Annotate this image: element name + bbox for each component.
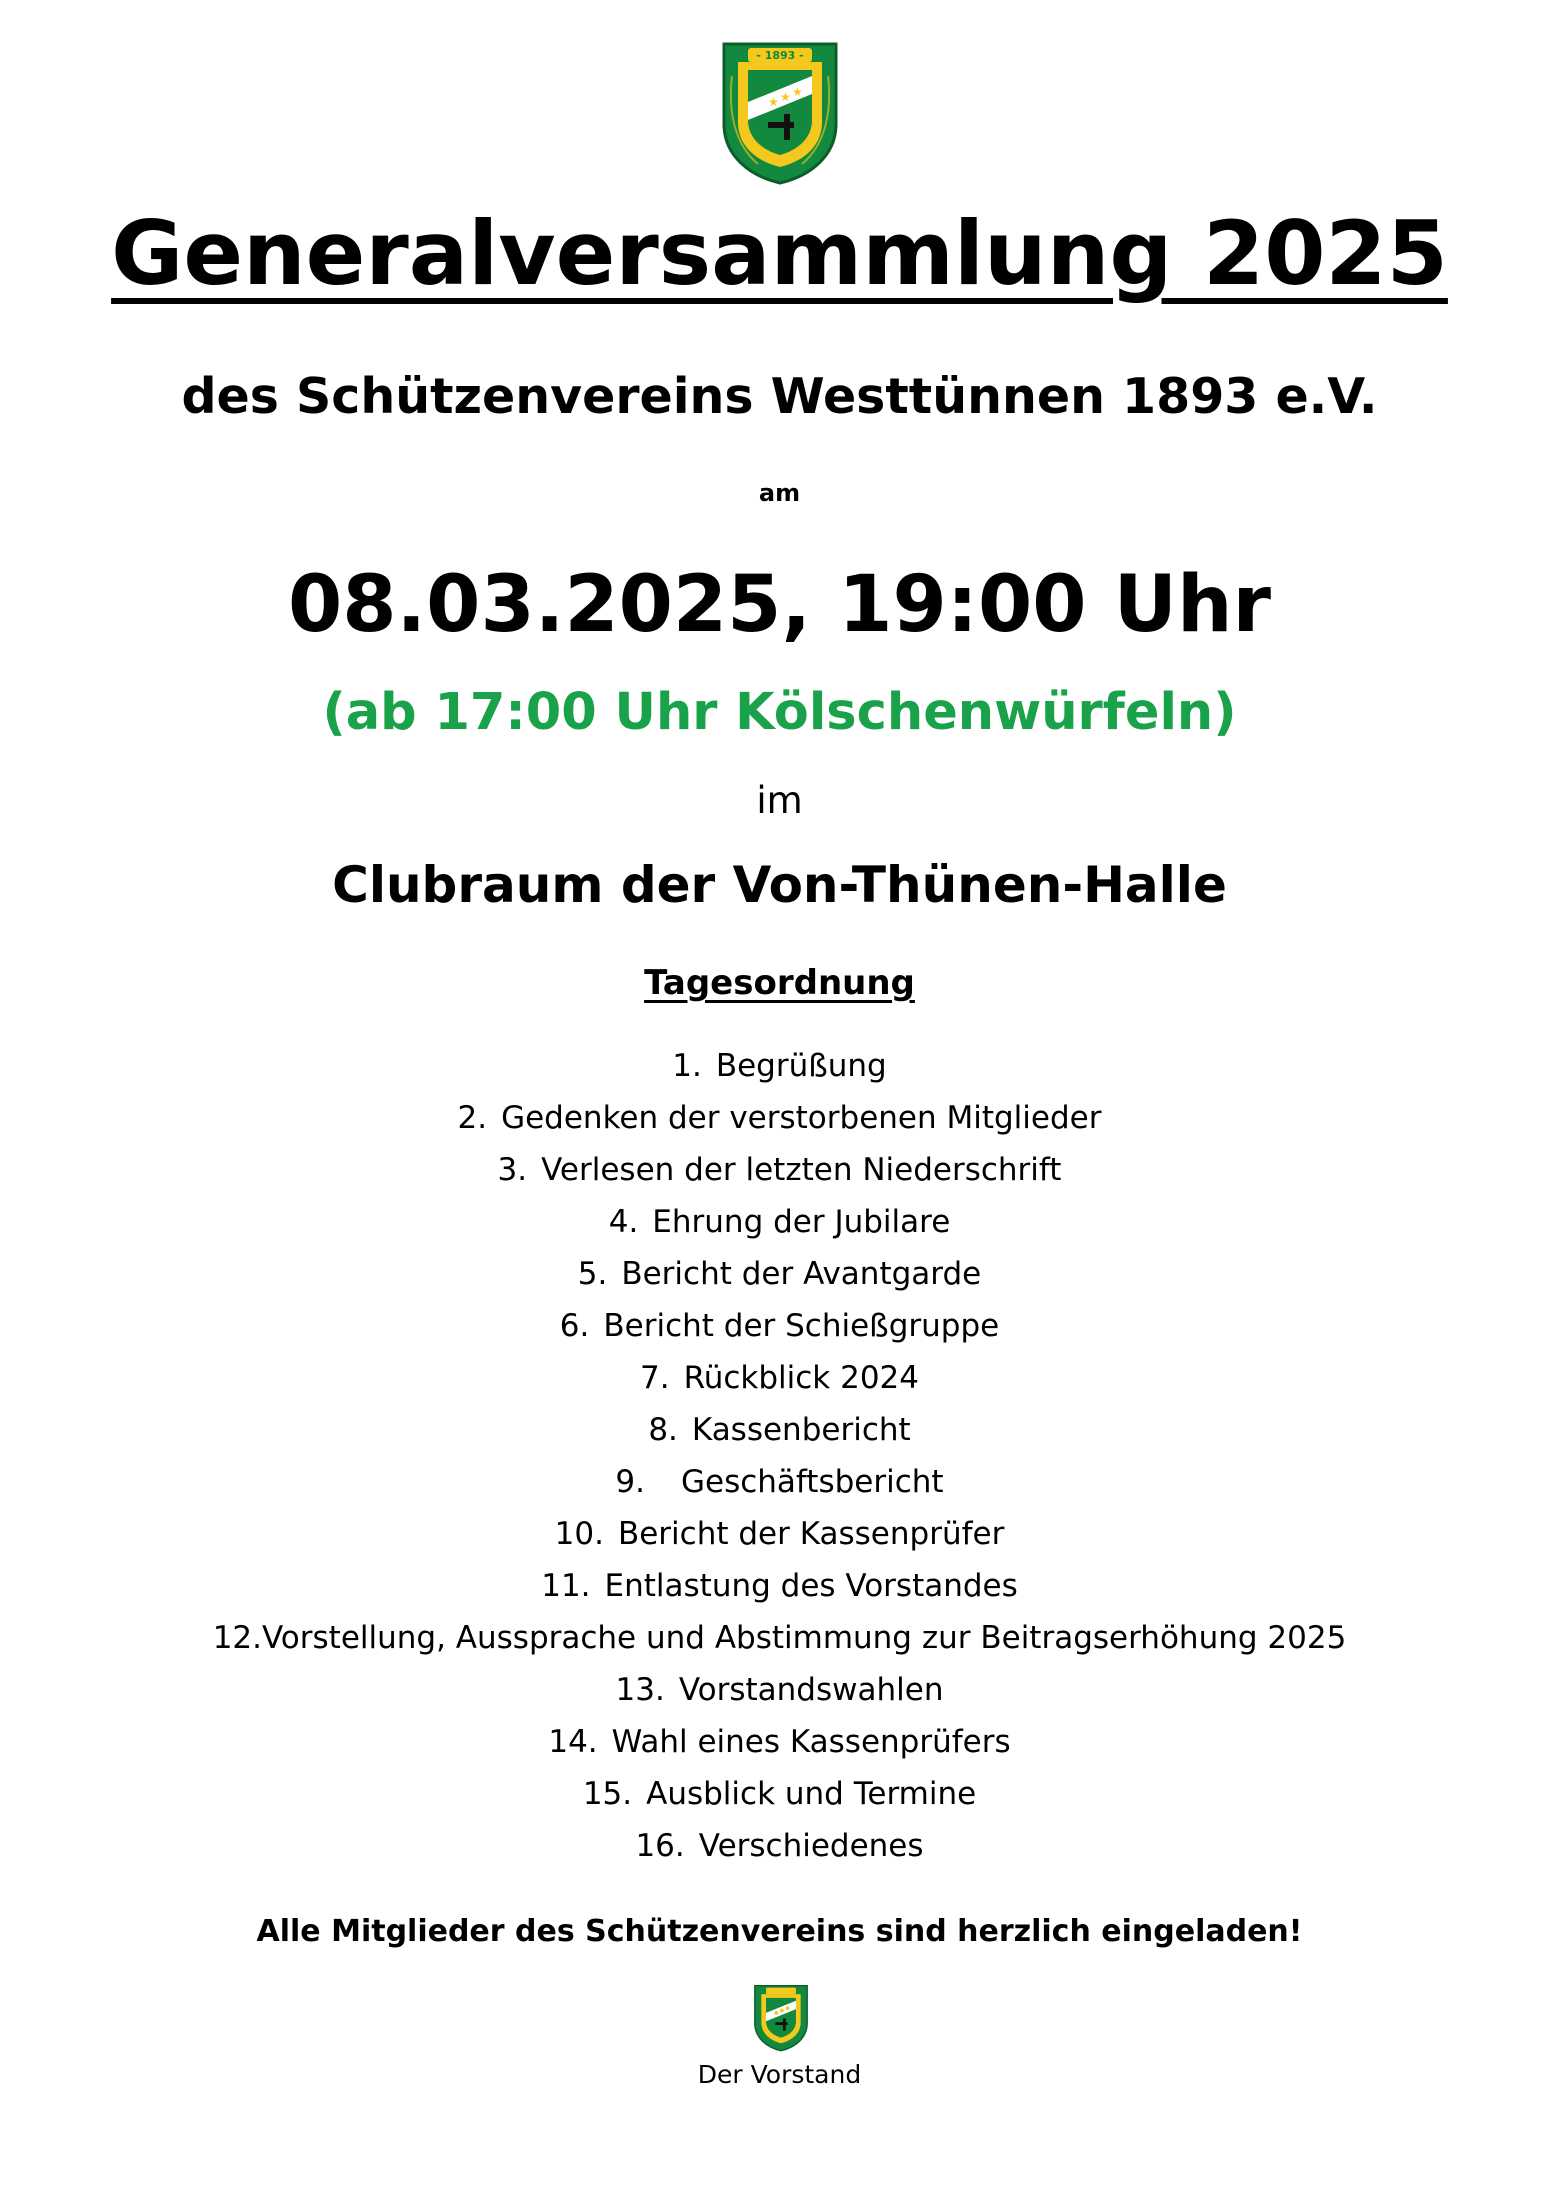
agenda-item-number: 1. xyxy=(672,1048,702,1084)
agenda-item-number: 2. xyxy=(457,1100,488,1136)
agenda-item-number: 7. xyxy=(639,1360,670,1396)
agenda-item-number: 5. xyxy=(577,1256,608,1292)
agenda-item-label: Vorstandswahlen xyxy=(678,1672,944,1708)
agenda-item xyxy=(0,1716,1559,1768)
agenda-item-label: Wahl eines Kassenprüfers xyxy=(611,1724,1011,1760)
agenda-item-number: 13. xyxy=(615,1672,665,1708)
agenda-heading: Tagesordnung xyxy=(644,963,915,1003)
club-name-subtitle: des Schützenvereins Westtünnen 1893 e.V. xyxy=(181,368,1378,425)
invitation-text: Alle Mitglieder des Schützenvereins sind herzlich eingeladen! xyxy=(256,1914,1303,1949)
agenda-item-label: Bericht der Schießgruppe xyxy=(603,1308,1000,1344)
agenda-item xyxy=(0,1352,1559,1404)
agenda-list xyxy=(0,1040,1559,1872)
agenda-item xyxy=(0,1508,1559,1560)
agenda-item-label: Entlastung des Vorstandes xyxy=(604,1568,1018,1604)
agenda-item-number: 4. xyxy=(608,1204,639,1240)
event-datetime: 08.03.2025, 19:00 Uhr xyxy=(288,560,1271,650)
svg-text:★: ★ xyxy=(792,85,803,99)
agenda-item-number: 9. xyxy=(615,1464,645,1500)
agenda-item xyxy=(0,1456,1559,1508)
agenda-item-label: Verschiedenes xyxy=(698,1828,924,1864)
agenda-item-number: 8. xyxy=(648,1412,678,1448)
agenda-item xyxy=(0,1612,1559,1664)
agenda-item-number: 10. xyxy=(554,1516,604,1552)
agenda-item xyxy=(0,1820,1559,1872)
agenda-item xyxy=(0,1196,1559,1248)
agenda-item-label: Ausblick und Termine xyxy=(646,1776,977,1812)
signature: Der Vorstand xyxy=(697,2060,862,2089)
agenda-item xyxy=(0,1300,1559,1352)
agenda-item xyxy=(0,1040,1559,1092)
agenda-item xyxy=(0,1768,1559,1820)
agenda-item-label: Geschäftsbericht xyxy=(681,1464,944,1500)
agenda-item xyxy=(0,1144,1559,1196)
club-crest-logo xyxy=(718,40,842,186)
agenda-item xyxy=(0,1560,1559,1612)
agenda-item-label: Rückblick 2024 xyxy=(683,1360,919,1396)
event-venue: Clubraum der Von-Thünen-Halle xyxy=(332,856,1227,914)
agenda-item-label: Kassenbericht xyxy=(691,1412,911,1448)
agenda-item-number: 15. xyxy=(582,1776,633,1812)
agenda-item xyxy=(0,1404,1559,1456)
svg-text:- 1893 -: - 1893 - xyxy=(756,49,804,62)
agenda-item-label: Begrüßung xyxy=(715,1048,887,1084)
page-title: Generalversammlung 2025 xyxy=(111,202,1448,305)
agenda-item-label: Verlesen der letzten Niederschrift xyxy=(541,1152,1062,1188)
agenda-item-number: 14. xyxy=(548,1724,598,1760)
agenda-item xyxy=(0,1664,1559,1716)
agenda-item-number: 16. xyxy=(635,1828,685,1864)
agenda-item-number: 6. xyxy=(559,1308,590,1344)
agenda-item xyxy=(0,1092,1559,1144)
im-connector: im xyxy=(756,779,803,822)
agenda-item-number: 3. xyxy=(497,1152,528,1188)
agenda-item-label: Bericht der Avantgarde xyxy=(621,1256,982,1292)
agenda-item-label: Vorstellung, Aussprache und Abstimmung zur Beitragserhöhung 2025 xyxy=(262,1620,1347,1656)
agenda-item-label: Bericht der Kassenprüfer xyxy=(617,1516,1005,1552)
agenda-item-label: Ehrung der Jubilare xyxy=(652,1204,951,1240)
svg-text:★: ★ xyxy=(780,90,791,104)
am-connector: am xyxy=(758,479,801,507)
club-crest-logo-small xyxy=(752,1983,810,2053)
agenda-item xyxy=(0,1248,1559,1300)
agenda-item-number: 11. xyxy=(541,1568,591,1604)
agenda-item-label: Gedenken der verstorbenen Mitglieder xyxy=(501,1100,1102,1136)
pre-event-note: (ab 17:00 Uhr Kölschenwürfeln) xyxy=(322,683,1237,742)
agenda-item-number: 12. xyxy=(212,1620,262,1656)
svg-text:★: ★ xyxy=(768,95,779,109)
